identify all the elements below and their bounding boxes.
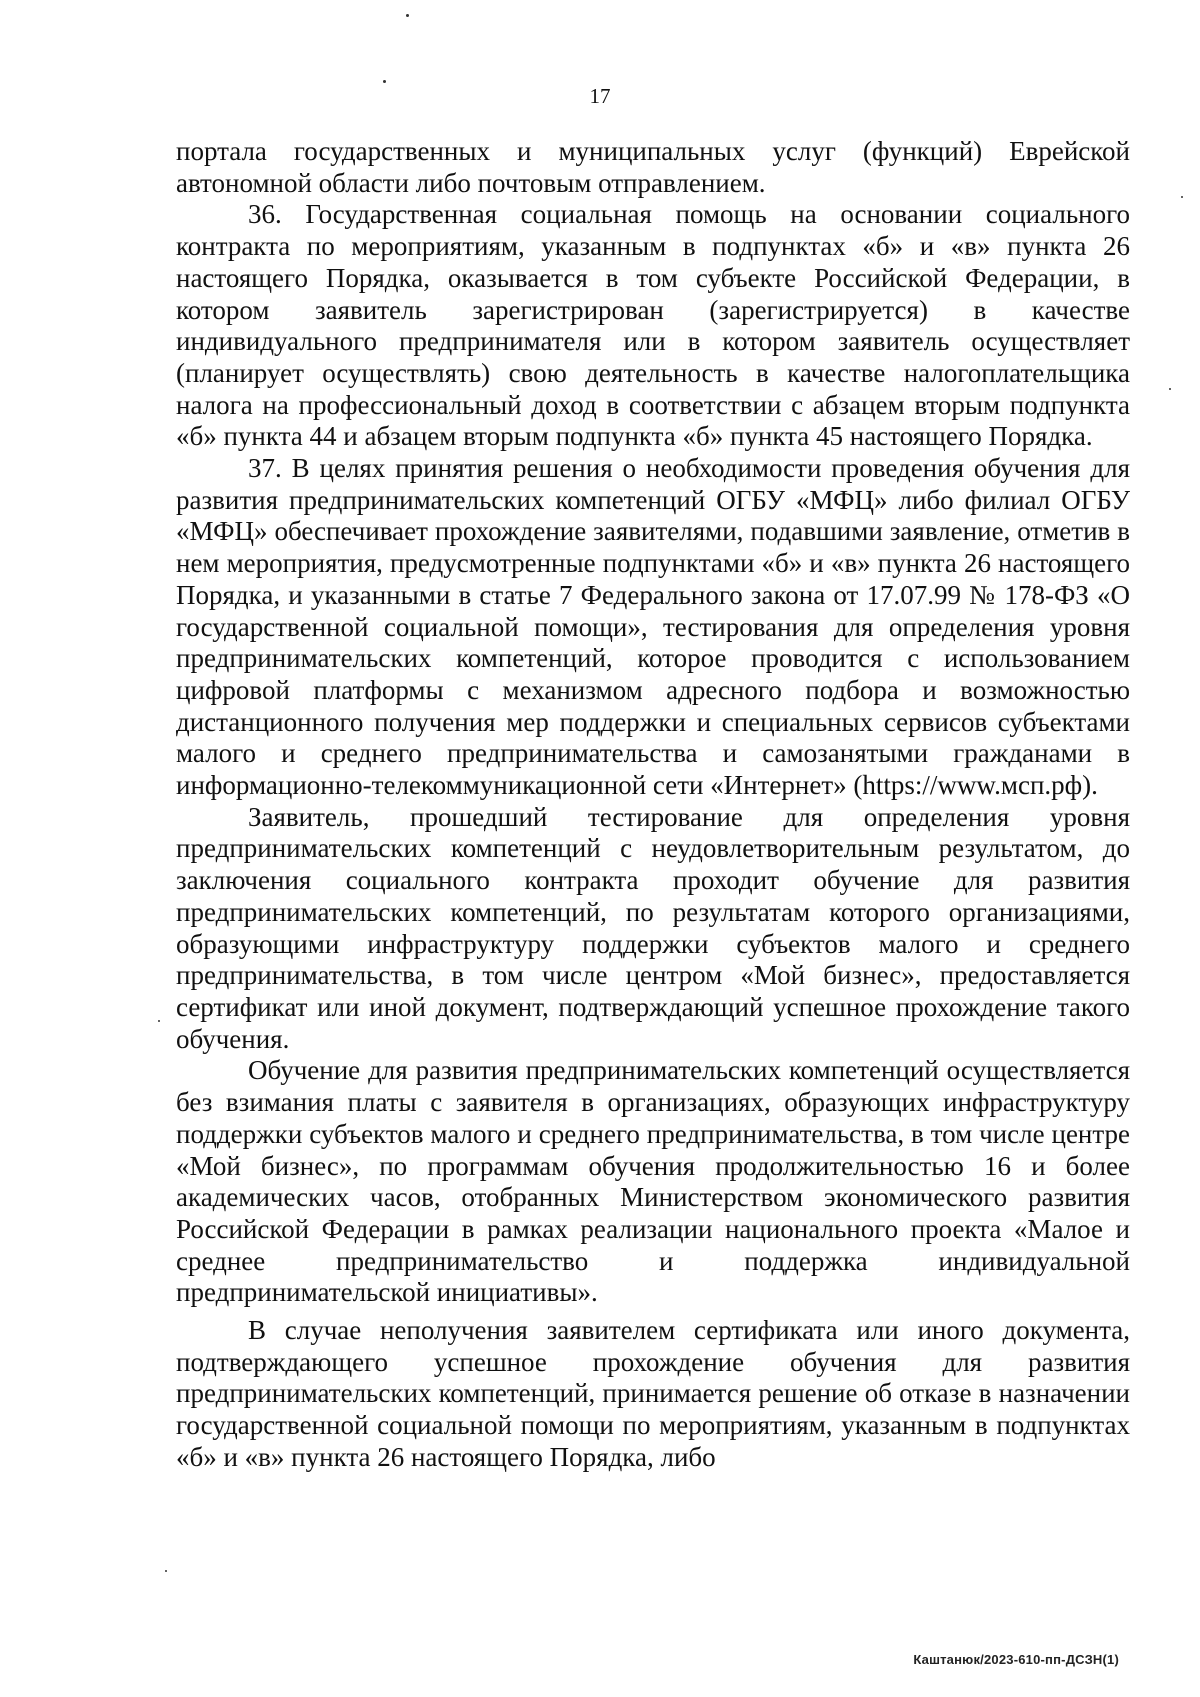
- scan-speck: [383, 80, 386, 83]
- paragraph-training: Обучение для развития предпринимательских компетенций осуществляется без взимания платы с заявителя в организациях, образующих инфраструктуру поддержки субъектов малого и среднего предпринимательства, в том числе центре «Мой бизнес», по программам обучения продолжительностью 16 и более академических часов, отобранных Министерством экономического развития Российской Федерации в рамках реализации национального проекта «Малое и среднее предпринимательство и поддержка индивидуальной предпринимательской инициативы».: [176, 1055, 1130, 1308]
- page-number: 17: [589, 84, 611, 108]
- document-reference-footer: Каштанюк/2023-610-пп-ДСЗН(1): [913, 1652, 1119, 1667]
- paragraph-testing-result: Заявитель, прошедший тестирование для определения уровня предпринимательских компетенций с неудовлетворительным результатом, до заключения социального контракта проходит обучение для развития предпринимательских компетенций, по результатам которого организациями, образующими инфраструктуру поддержки субъектов малого и среднего предпринимательства, в том числе центром «Мой бизнес», предоставляется сертификат или иной документ, подтверждающий успешное прохождение такого обучения.: [176, 801, 1130, 1054]
- scan-speck: [165, 1570, 167, 1572]
- paragraph-item-37: 37. В целях принятия решения о необходимости проведения обучения для развития предпринимательских компетенций ОГБУ «МФЦ» либо филиал ОГБУ «МФЦ» обеспечивает прохождение заявителями, подавшими заявление, отметив в нем мероприятия, предусмотренные подпунктами «б» и «в» пункта 26 настоящего Порядка, и указанными в статье 7 Федерального закона от 17.07.99 № 178-ФЗ «О государственной социальной помощи», тестирования для определения уровня предпринимательских компетенций, которое проводится с использованием цифровой платформы с механизмом адресного подбора и возможностью дистанционного получения мер поддержки и специальных сервисов субъектами малого и среднего предпринимательства и самозанятыми гражданами в информационно-телекоммуникационной сети «Интернет» (https://www.мсп.рф).: [176, 453, 1130, 801]
- paragraph-refusal: В случае неполучения заявителем сертификата или иного документа, подтверждающего успешное прохождение обучения для развития предпринимательских компетенций, принимается решение об отказе в назначении государственной социальной помощи по мероприятиям, указанным в подпунктах «б» и «в» пункта 26 настоящего Порядка, либо: [176, 1315, 1130, 1472]
- paragraph-continuation: портала государственных и муниципальных услуг (функций) Еврейской автономной области либо почтовым отправлением.: [176, 136, 1130, 198]
- scan-speck: [1181, 196, 1183, 198]
- scan-speck: [406, 14, 409, 17]
- scan-speck: [1169, 388, 1171, 390]
- paragraph-item-36: 36. Государственная социальная помощь на основании социального контракта по мероприятиям, указанным в подпунктах «б» и «в» пункта 26 настоящего Порядка, оказывается в том субъекте Российской Федерации, в котором заявитель зарегистрирован (зарегистрируется) в качестве индивидуального предпринимателя или в котором заявитель осуществляет (планирует осуществлять) свою деятельность в качестве налогоплательщика налога на профессиональный доход в соответствии с абзацем вторым подпункта «б» пункта 44 и абзацем вторым подпункта «б» пункта 45 настоящего Порядка.: [176, 199, 1130, 452]
- document-body: [176, 136, 1130, 1474]
- scan-speck: [158, 1020, 160, 1022]
